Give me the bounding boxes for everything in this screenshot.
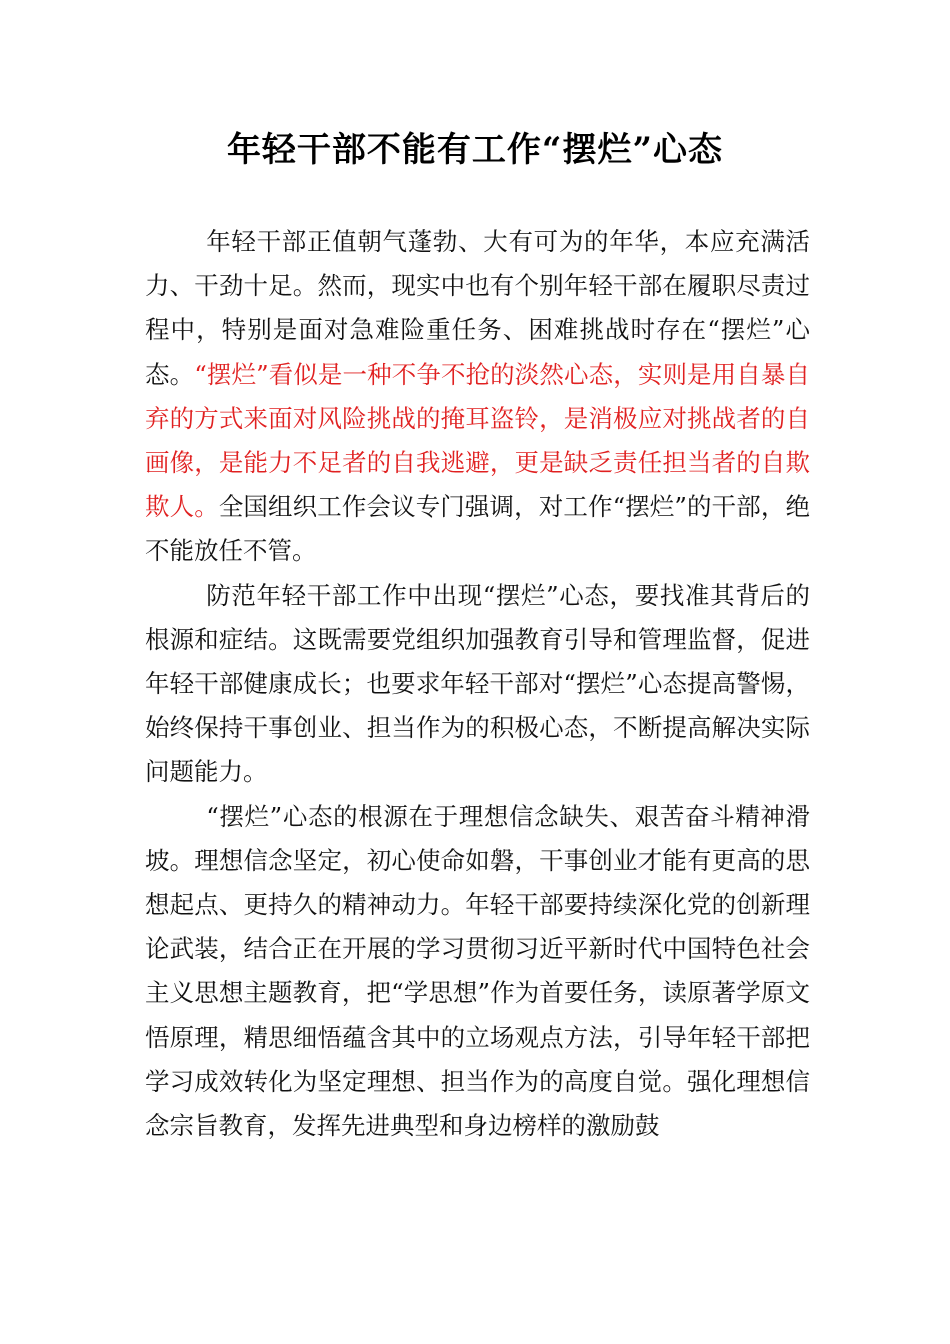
paragraph-1-intro: 年轻干部正值朝气蓬勃、大有可为的年华，本应充满活力、干劲十足。然而，现实中也有个别年轻干部在履职尽责过程中，特别是面对急难险重任务、困难挑战时存在“摆烂”心态。 xyxy=(145,227,810,389)
paragraph-1 xyxy=(145,220,810,574)
paragraph-1-conclusion: 全国组织工作会议专门强调，对工作“摆烂”的干部，绝不能放任不管。 xyxy=(145,492,810,566)
document-body xyxy=(145,220,810,1148)
paragraph-3: “摆烂”心态的根源在于理想信念缺失、艰苦奋斗精神滑坡。理想信念坚定，初心使命如磐，干事创业才能有更高的思想起点、更持久的精神动力。年轻干部要持续深化党的创新理论武装，结合正在开展的学习贯彻习近平新时代中国特色社会主义思想主题教育，把“学思想”作为首要任务，读原著学原文悟原理，精思细悟蕴含其中的立场观点方法，引导年轻干部把学习成效转化为坚定理想、担当作为的高度自觉。强化理想信念宗旨教育，发挥先进典型和身边榜样的激励鼓 xyxy=(145,801,810,1141)
paragraph-2: 防范年轻干部工作中出现“摆烂”心态，要找准其背后的根源和症结。这既需要党组织加强教育引导和管理监督，促进年轻干部健康成长；也要求年轻干部对“摆烂”心态提高警惕，始终保持干事创业、担当作为的积极心态，不断提高解决实际问题能力。 xyxy=(145,580,810,787)
paragraph-1-highlight: “摆烂”看似是一种不争不抢的淡然心态，实则是用自暴自弃的方式来面对风险挑战的掩耳盗铃，是消极应对挑战者的自画像，是能力不足者的自我逃避，更是缺乏责任担当者的自欺欺人。 xyxy=(145,359,810,522)
document-title: 年轻干部不能有工作“摆烂”心态 xyxy=(226,130,724,170)
